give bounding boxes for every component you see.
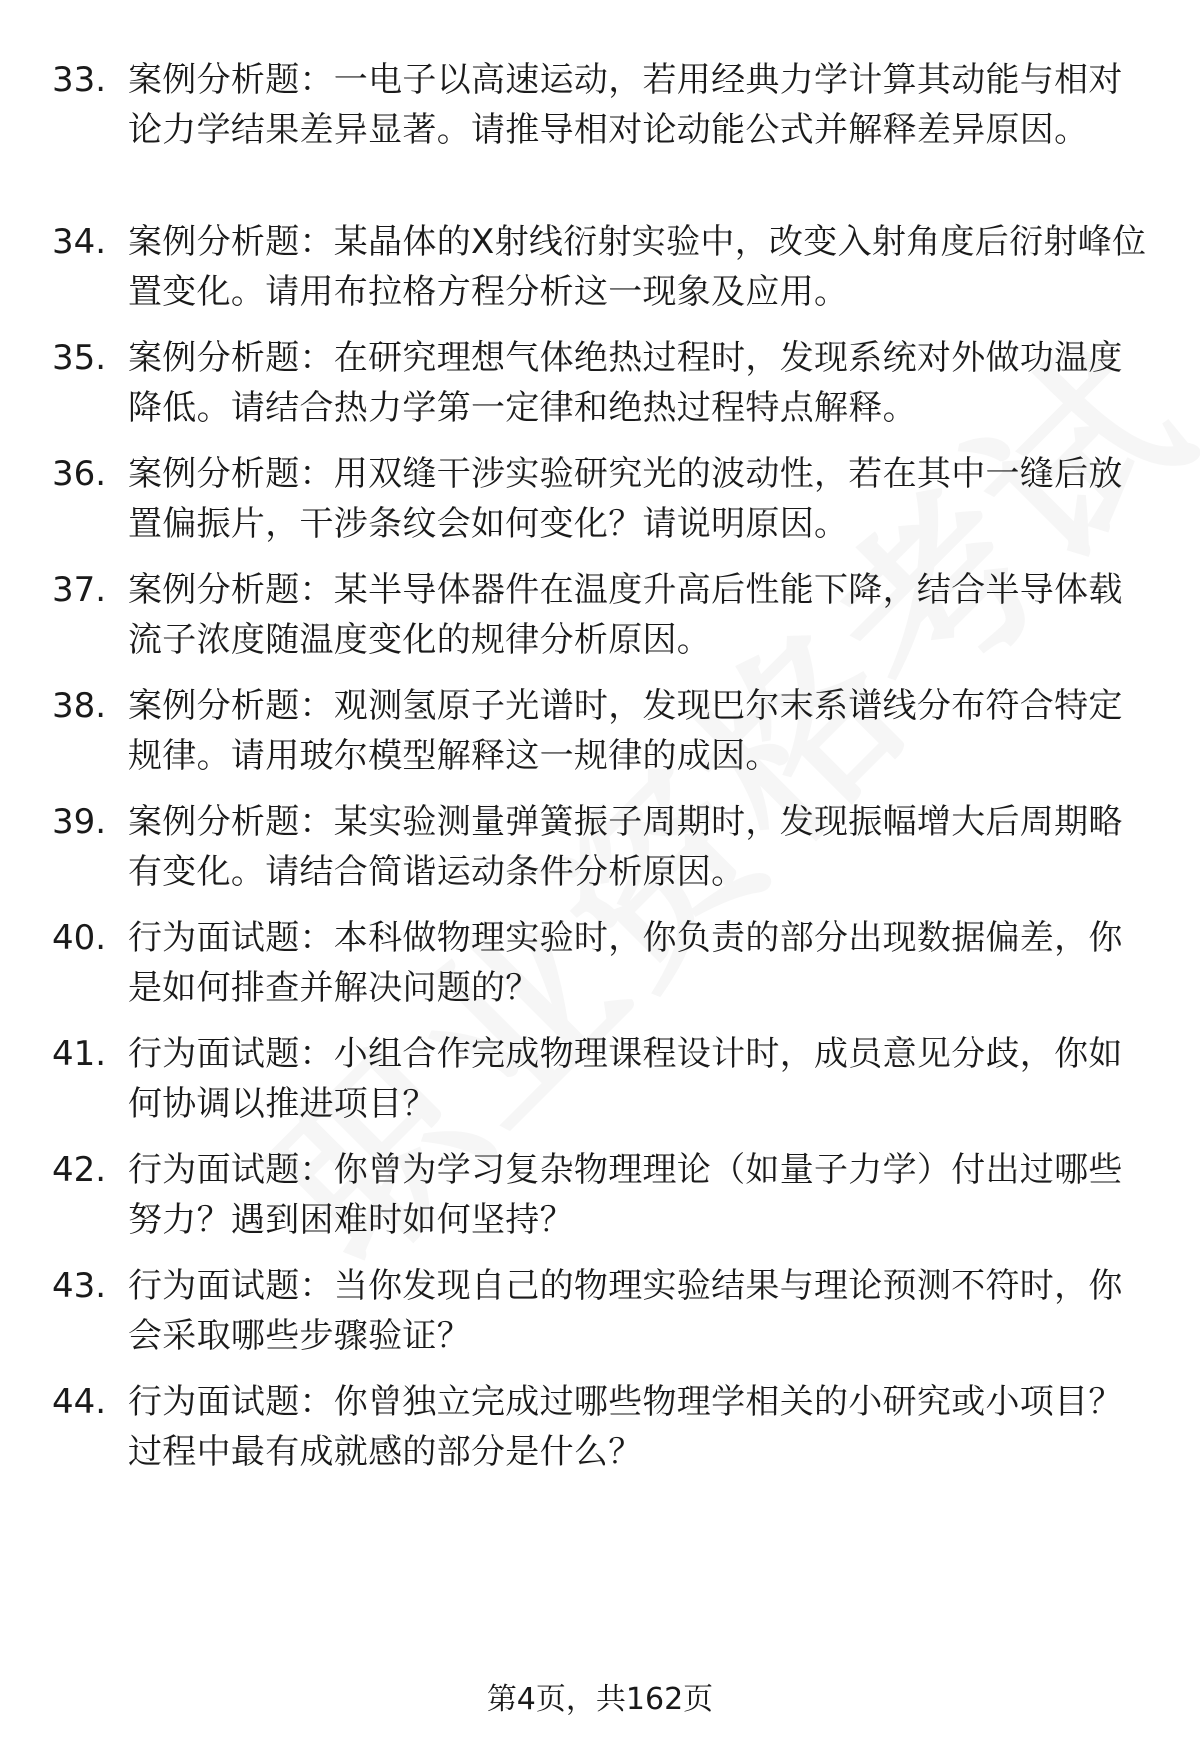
question-number: 41. bbox=[52, 1034, 107, 1074]
question-text: 案例分析题：某实验测量弹簧振子周期时，发现振幅增大后周期略有变化。请结合简谐运动条件分析原因。 bbox=[128, 802, 1123, 892]
question-number: 38. bbox=[52, 686, 107, 726]
question-text: 案例分析题：一电子以高速运动，若用经典力学计算其动能与相对论力学结果差异显著。请推导相对论动能公式并解释差异原因。 bbox=[128, 60, 1123, 150]
question-text: 行为面试题：你曾独立完成过哪些物理学相关的小研究或小项目？过程中最有成就感的部分是什么？ bbox=[128, 1382, 1123, 1472]
question-number: 33. bbox=[52, 60, 107, 100]
page-footer: 第4页，共162页 bbox=[486, 1682, 714, 1717]
question-number: 34. bbox=[52, 222, 107, 262]
question-text: 行为面试题：你曾为学习复杂物理理论（如量子力学）付出过哪些努力？遇到困难时如何坚持？ bbox=[128, 1150, 1123, 1240]
question-number: 44. bbox=[52, 1382, 107, 1422]
question-number: 39. bbox=[52, 802, 107, 842]
question-text: 案例分析题：在研究理想气体绝热过程时，发现系统对外做功温度降低。请结合热力学第一定律和绝热过程特点解释。 bbox=[128, 338, 1123, 428]
question-number: 35. bbox=[52, 338, 107, 378]
question-text: 案例分析题：用双缝干涉实验研究光的波动性，若在其中一缝后放置偏振片，干涉条纹会如何变化？请说明原因。 bbox=[128, 454, 1123, 544]
question-text: 行为面试题：当你发现自己的物理实验结果与理论预测不符时，你会采取哪些步骤验证？ bbox=[128, 1266, 1123, 1356]
question-text: 案例分析题：某半导体器件在温度升高后性能下降，结合半导体载流子浓度随温度变化的规律分析原因。 bbox=[128, 570, 1123, 660]
question-number: 43. bbox=[52, 1266, 107, 1306]
question-number: 42. bbox=[52, 1150, 107, 1190]
question-text: 行为面试题：本科做物理实验时，你负责的部分出现数据偏差，你是如何排查并解决问题的？ bbox=[128, 918, 1123, 1008]
question-number: 37. bbox=[52, 570, 107, 610]
question-number: 40. bbox=[52, 918, 107, 958]
question-text: 案例分析题：某晶体的X射线衍射实验中，改变入射角度后衍射峰位置变化。请用布拉格方程分析这一现象及应用。 bbox=[128, 222, 1147, 312]
question-text: 案例分析题：观测氢原子光谱时，发现巴尔末系谱线分布符合特定规律。请用玻尔模型解释这一规律的成因。 bbox=[128, 686, 1123, 776]
question-text: 行为面试题：小组合作完成物理课程设计时，成员意见分歧，你如何协调以推进项目？ bbox=[128, 1034, 1123, 1124]
question-number: 36. bbox=[52, 454, 107, 494]
